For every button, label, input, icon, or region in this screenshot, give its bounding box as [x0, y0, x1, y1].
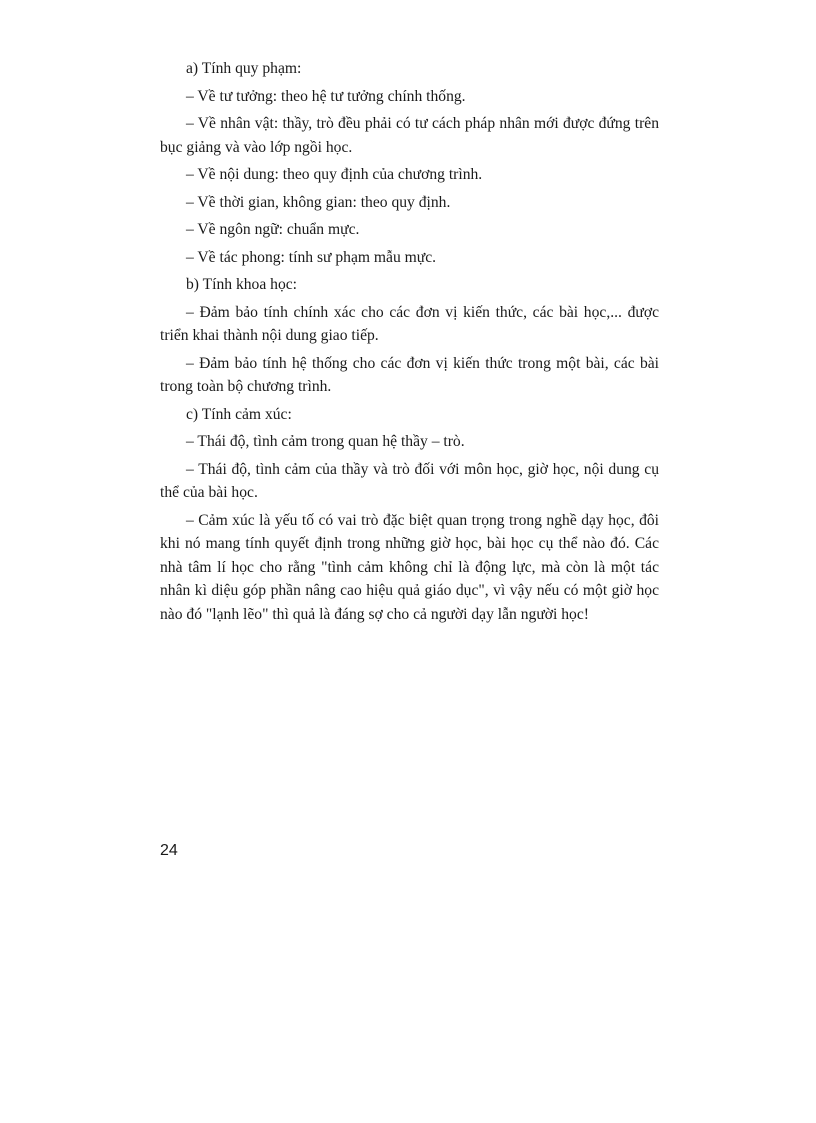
list-item-ideology: – Về tư tưởng: theo hệ tư tưởng chính thống.: [186, 87, 466, 105]
list-item-emotion-role: – Cảm xúc là yếu tố có vai trò đặc biệt quan trọng trong nghề dạy học, đôi khi nó mang tính quyết định trong những giờ học, bài học cụ thể nào đó. Các nhà tâm lí học cho rằng "tình cảm không chỉ là động lực, mà còn là một tác nhân kì diệu góp phần nâng cao hiệu quả giáo dục", vì vậy nếu có một giờ học nào đó "lạnh lẽo" thì quả là đáng sợ cho cả người dạy lẫn người học!: [160, 511, 659, 623]
list-item-content: – Về nội dung: theo quy định của chương trình.: [186, 166, 483, 183]
heading-emotional: c) Tính cảm xúc:: [186, 405, 292, 423]
page-number: 24: [160, 842, 178, 859]
list-item-participants: – Về nhân vật: thầy, trò đều phải có tư cách pháp nhân mới được đứng trên bục giảng và vào lớp ngồi học.: [160, 115, 659, 156]
list-item-attitude: – Thái độ, tình cảm của thầy và trò đối với môn học, giờ học, nội dung cụ thể của bài học.: [160, 460, 659, 501]
body-text: [160, 57, 659, 630]
heading-scientific: b) Tính khoa học:: [186, 276, 298, 293]
list-item-relationship: – Thái độ, tình cảm trong quan hệ thầy – trò.: [186, 433, 465, 450]
list-item-time-space: – Về thời gian, không gian: theo quy định.: [186, 193, 451, 211]
list-item-manner: – Về tác phong: tính sư phạm mẫu mực.: [186, 248, 437, 266]
list-item-systematic: – Đảm bảo tính hệ thống cho các đơn vị kiến thức trong một bài, các bài trong toàn bộ chương trình.: [160, 354, 659, 395]
list-item-language: – Về ngôn ngữ: chuẩn mực.: [186, 221, 360, 238]
list-item-accuracy: – Đảm bảo tính chính xác cho các đơn vị kiến thức, các bài học,... được triển khai thành nội dung giao tiếp.: [160, 303, 659, 344]
heading-normativity: a) Tính quy phạm:: [186, 60, 302, 77]
